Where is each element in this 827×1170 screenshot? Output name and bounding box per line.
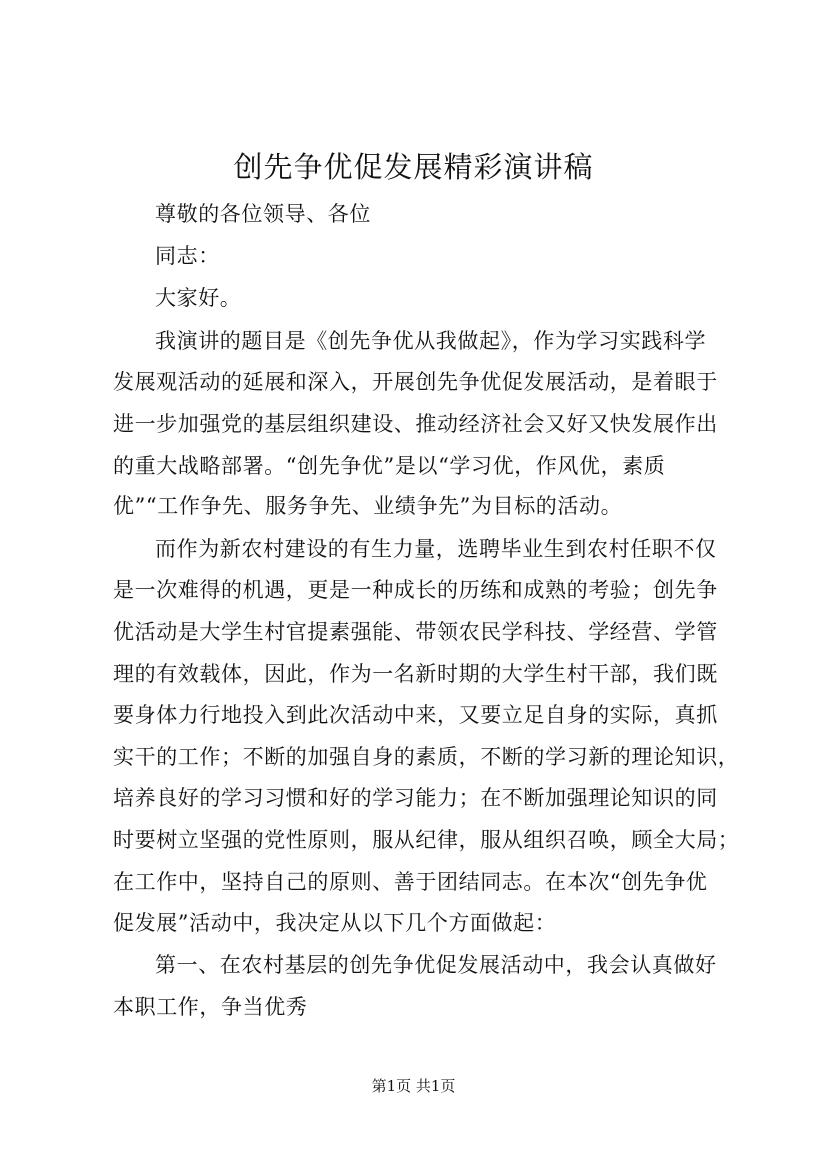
body-line: 我演讲的题目是《创先争优从我做起》，作为学习实践科学 [155, 329, 707, 353]
document-title: 创先争优促发展精彩演讲稿 [233, 150, 594, 184]
body-line: 优”“工作争先、服务争先、业绩争先”为目标的活动。 [113, 494, 623, 518]
body-line: 时要树立坚强的党性原则，服从纪律，服从组织召唤，顾全大局； [113, 828, 740, 852]
body-line: 理的有效载体，因此，作为一名新时期的大学生村干部，我们既 [113, 662, 718, 686]
body-line: 同志： [155, 244, 220, 268]
body-line: 发展观活动的延展和深入，开展创先争优促发展活动，是着眼于 [113, 370, 718, 394]
body-line: 优活动是大学生村官提素强能、带领农民学科技、学经营、学管 [113, 620, 718, 644]
body-line: 本职工作，争当优秀 [113, 995, 308, 1019]
body-line: 的重大战略部署。“创先争优”是以“学习优，作风优，素质 [113, 454, 666, 478]
body-line: 而作为新农村建设的有生力量，选聘毕业生到农村任职不仅 [155, 537, 717, 561]
body-line: 尊敬的各位领导、各位 [155, 202, 371, 226]
body-line: 在工作中，坚持自己的原则、善于团结同志。在本次“创先争优 [113, 870, 708, 894]
body-line: 第一、在农村基层的创先争优促发展活动中，我会认真做好 [155, 953, 717, 977]
body-line: 促发展”活动中，我决定从以下几个方面做起： [113, 911, 557, 935]
page-footer: 第1页 共1页 [371, 1077, 456, 1095]
body-line: 培养良好的学习习惯和好的学习能力；在不断加强理论知识的同 [113, 786, 718, 810]
body-line: 大家好。 [155, 286, 242, 310]
body-line: 是一次难得的机遇，更是一种成长的历练和成熟的考验；创先争 [113, 578, 718, 602]
body-line: 实干的工作；不断的加强自身的素质，不断的学习新的理论知识， [113, 745, 740, 769]
body-line: 进一步加强党的基层组织建设、推动经济社会又好又快发展作出 [113, 412, 718, 436]
body-line: 要身体力行地投入到此次活动中来，又要立足自身的实际，真抓 [113, 703, 718, 727]
